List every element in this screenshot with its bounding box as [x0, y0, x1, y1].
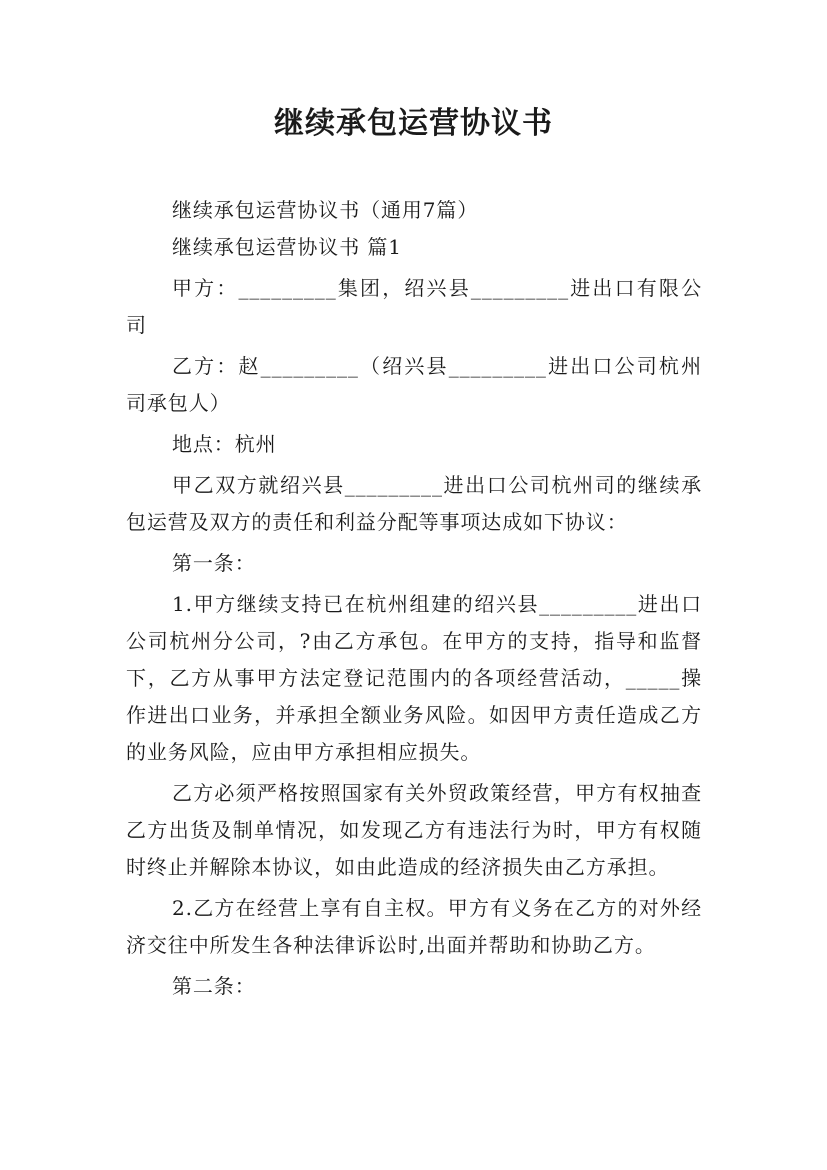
paragraph-article-1-clause-2: 2.乙方在经营上享有自主权。甲方有义务在乙方的对外经济交往中所发生各种法律诉讼时,出面并帮助和协助乙方。	[126, 896, 702, 957]
paragraph-subtitle: 继续承包运营协议书（通用7篇）	[172, 198, 479, 222]
document-body	[126, 192, 702, 1005]
paragraph-article-1-clause-1: 1.甲方继续支持已在杭州组建的绍兴县_________进出口公司杭州分公司，?由乙方承包。在甲方的支持，指导和监督下，乙方从事甲方法定登记范围内的各项经营活动，_____操作进出口业务，并承担全额业务风险。如因甲方责任造成乙方的业务风险，应由甲方承担相应损失。	[126, 592, 702, 764]
paragraph-article-1-compliance: 乙方必须严格按照国家有关外贸政策经营，甲方有权抽查乙方出货及制单情况，如发现乙方有违法行为时，甲方有权随时终止并解除本协议，如由此造成的经济损失由乙方承担。	[126, 781, 702, 879]
document-title: 继续承包运营协议书	[274, 106, 553, 141]
paragraph-party-b: 乙方：赵_________（绍兴县_________进出口公司杭州司承包人）	[126, 354, 702, 415]
paragraph-preamble: 甲乙双方就绍兴县_________进出口公司杭州司的继续承包运营及双方的责任和利益分配等事项达成如下协议：	[126, 473, 702, 534]
paragraph-article-2-heading: 第二条：	[172, 974, 256, 998]
paragraph-section-heading: 继续承包运营协议书 篇1	[172, 235, 402, 259]
paragraph-article-1-heading: 第一条：	[172, 551, 256, 575]
paragraph-party-a: 甲方：_________集团，绍兴县_________进出口有限公司	[126, 276, 702, 337]
paragraph-location: 地点：杭州	[172, 432, 277, 456]
